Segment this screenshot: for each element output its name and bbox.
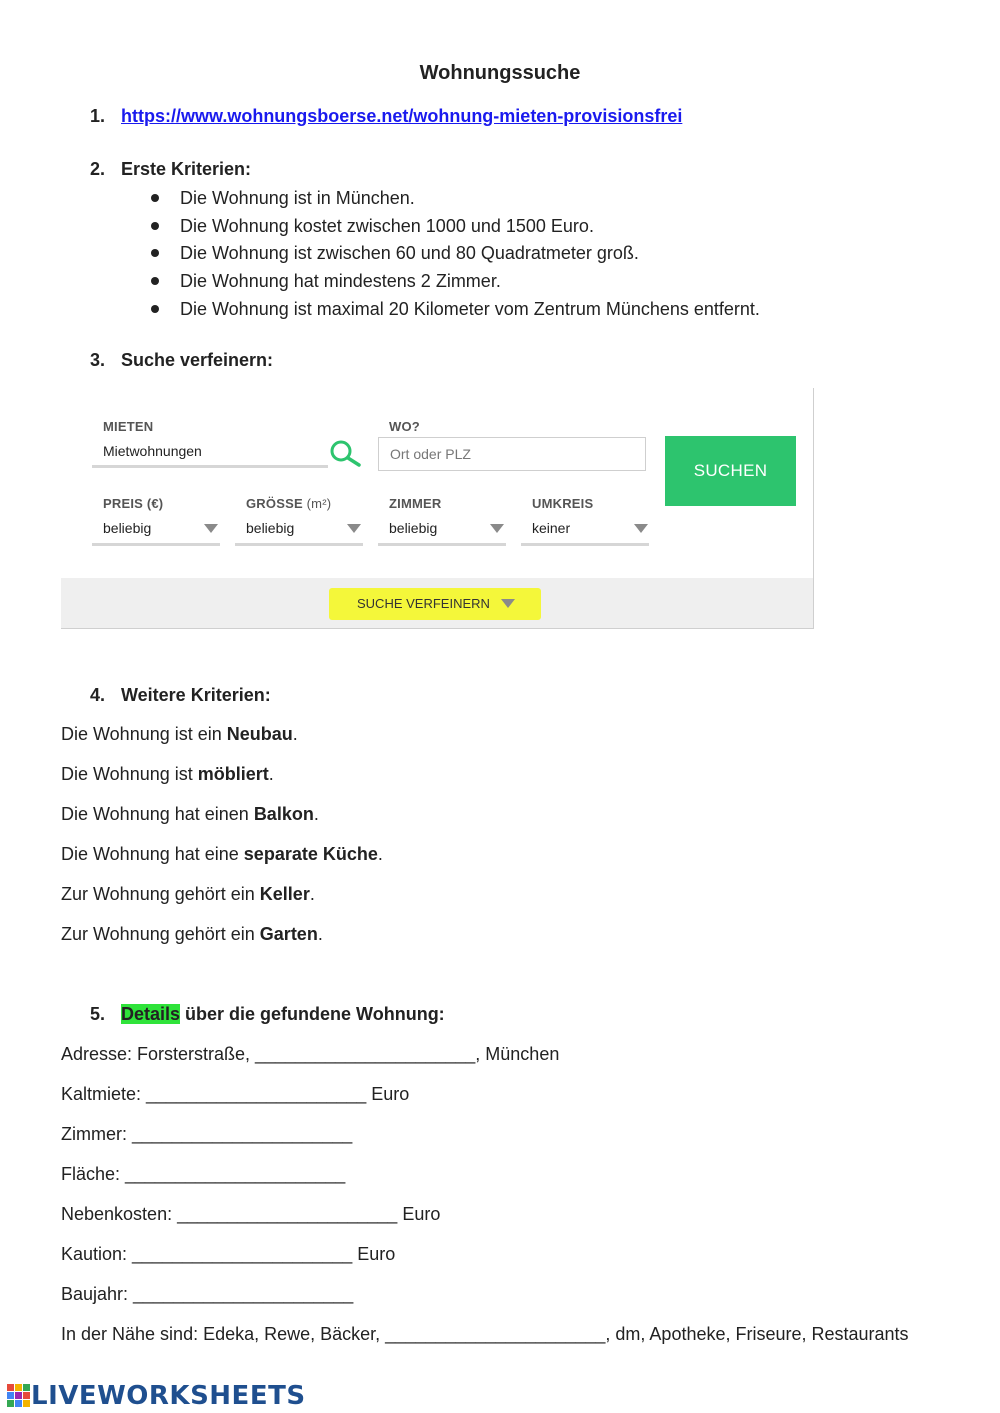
- line-text: Die Wohnung ist: [61, 764, 198, 784]
- chevron-down-icon[interactable]: [204, 524, 218, 533]
- zimmer-underline: [378, 543, 506, 546]
- line-text: .: [309, 884, 315, 904]
- location-input[interactable]: Ort oder PLZ: [378, 437, 646, 471]
- logo-text: LIVEWORKSHEETS: [31, 1381, 306, 1411]
- detail-line-nearby[interactable]: In der Nähe sind: Edeka, Rewe, Bäcker, ______________________, dm, Apotheke, Friseure, Restaurants: [61, 1324, 909, 1344]
- line-bold: separate Küche: [243, 844, 378, 864]
- zimmer-label: ZIMMER: [389, 496, 442, 511]
- zimmer-value[interactable]: beliebig: [389, 520, 438, 536]
- line-bold: Garten: [259, 924, 318, 944]
- umkreis-value[interactable]: keiner: [532, 520, 571, 536]
- line-bold: möbliert: [197, 764, 269, 784]
- page-title: Wohnungssuche: [419, 62, 581, 84]
- preis-label: PREIS (€): [103, 496, 164, 511]
- search-form-screenshot: [61, 388, 814, 629]
- detail-line-kaution[interactable]: Kaution: ______________________ Euro: [61, 1244, 396, 1264]
- groesse-label: [246, 496, 331, 511]
- section-number: 4.: [90, 685, 106, 705]
- umkreis-underline: [521, 543, 649, 546]
- preis-value[interactable]: beliebig: [103, 520, 152, 536]
- refine-button[interactable]: [329, 588, 541, 620]
- liveworksheets-logo: [7, 1381, 306, 1411]
- section-heading: über die gefundene Wohnung:: [180, 1004, 445, 1024]
- line-text: .: [313, 804, 319, 824]
- website-link[interactable]: https://www.wohnungsboerse.net/wohnung-mieten-provisionsfrei: [121, 106, 683, 126]
- section-heading: Suche verfeinern:: [121, 350, 274, 370]
- logo-blocks-icon: [7, 1384, 31, 1408]
- section-heading: Erste Kriterien:: [121, 159, 252, 179]
- section-4-heading: [90, 685, 271, 706]
- mieten-label: MIETEN: [103, 419, 154, 434]
- chevron-down-icon: [501, 599, 515, 608]
- line-bold: Keller: [259, 884, 310, 904]
- section-number: 5.: [90, 1004, 106, 1024]
- line-text: .: [268, 764, 274, 784]
- umkreis-label: UMKREIS: [532, 496, 594, 511]
- refine-bar: [61, 578, 813, 628]
- groesse-value[interactable]: beliebig: [246, 520, 295, 536]
- suchen-button[interactable]: SUCHEN: [665, 436, 796, 506]
- preis-underline: [92, 543, 220, 546]
- section-5-heading: [90, 1004, 445, 1025]
- section-number: 3.: [90, 350, 106, 370]
- criteria-line: [61, 724, 298, 745]
- line-text: Die Wohnung ist ein: [61, 724, 227, 744]
- line-text: Die Wohnung hat eine: [61, 844, 244, 864]
- criteria-list: [150, 186, 760, 324]
- list-item: Die Wohnung kostet zwischen 1000 und 1500 Euro.: [150, 214, 760, 242]
- list-item: Die Wohnung ist in München.: [150, 186, 760, 214]
- line-text: .: [292, 724, 298, 744]
- criteria-line: [61, 804, 319, 825]
- detail-line-zimmer[interactable]: Zimmer: ______________________: [61, 1124, 353, 1144]
- section-number: 1.: [90, 106, 106, 126]
- section-3-heading: [90, 350, 273, 371]
- line-text: Zur Wohnung gehört ein: [61, 884, 260, 904]
- line-text: .: [377, 844, 383, 864]
- list-item: Die Wohnung ist maximal 20 Kilometer vom Zentrum Münchens entfernt.: [150, 297, 760, 325]
- line-text: Zur Wohnung gehört ein: [61, 924, 260, 944]
- line-text: Die Wohnung hat einen: [61, 804, 254, 824]
- detail-line-kaltmiete[interactable]: Kaltmiete: ______________________ Euro: [61, 1084, 410, 1104]
- section-1: [90, 106, 682, 127]
- line-text: .: [317, 924, 323, 944]
- section-2-heading: [90, 159, 251, 180]
- refine-label: SUCHE VERFEINERN: [357, 596, 490, 611]
- chevron-down-icon[interactable]: [490, 524, 504, 533]
- chevron-down-icon[interactable]: [634, 524, 648, 533]
- wo-label: WO?: [389, 419, 420, 434]
- detail-line-flaeche[interactable]: Fläche: ______________________: [61, 1164, 346, 1184]
- section-number: 2.: [90, 159, 106, 179]
- mieten-underline: [92, 465, 328, 468]
- list-item: Die Wohnung ist zwischen 60 und 80 Quadratmeter groß.: [150, 241, 760, 269]
- detail-line-nebenkosten[interactable]: Nebenkosten: ______________________ Euro: [61, 1204, 441, 1224]
- groesse-unit: (m²): [306, 496, 332, 511]
- detail-line-baujahr[interactable]: Baujahr: ______________________: [61, 1284, 354, 1304]
- criteria-line: [61, 844, 383, 865]
- search-icon[interactable]: [327, 438, 363, 468]
- line-bold: Neubau: [226, 724, 293, 744]
- line-bold: Balkon: [253, 804, 314, 824]
- list-item: Die Wohnung hat mindestens 2 Zimmer.: [150, 269, 760, 297]
- groesse-underline: [235, 543, 363, 546]
- chevron-down-icon[interactable]: [347, 524, 361, 533]
- criteria-line: [61, 764, 274, 785]
- section-heading: Weitere Kriterien:: [121, 685, 271, 705]
- highlighted-word: Details: [121, 1004, 181, 1024]
- mieten-value[interactable]: Mietwohnungen: [103, 443, 202, 459]
- detail-line-address[interactable]: Adresse: Forsterstraße, ______________________, München: [61, 1044, 560, 1064]
- criteria-line: [61, 924, 323, 945]
- criteria-line: [61, 884, 315, 905]
- groesse-label-text: GRÖSSE: [246, 496, 303, 511]
